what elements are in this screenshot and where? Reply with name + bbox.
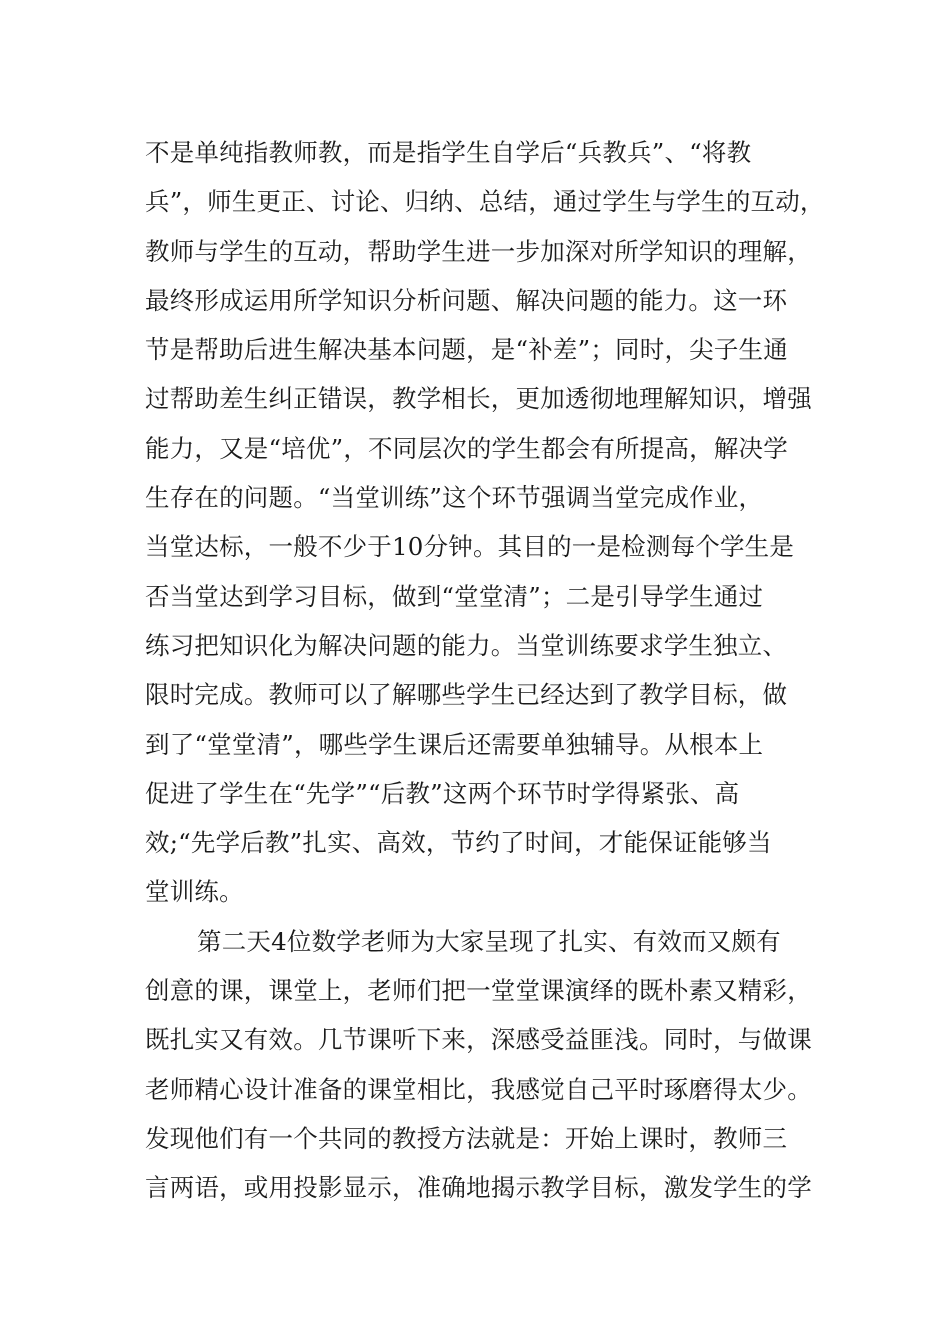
paragraph-line: 到了“堂堂清”，哪些学生课后还需要单独辅导。从根本上: [145, 729, 764, 759]
paragraph-line: 能力，又是“培优”，不同层次的学生都会有所提高，解决学: [145, 433, 788, 463]
paragraph-line: 效;“先学后教”扎实、高效，节约了时间，才能保证能够当: [145, 828, 772, 858]
paragraph-line: 兵”，师生更正、讨论、归纳、总结，通过学生与学生的互动，: [145, 187, 825, 217]
paragraph-line: 教师与学生的互动，帮助学生进一步加深对所学知识的理解，: [145, 236, 812, 266]
paragraph-line: 练习把知识化为解决问题的能力。当堂训练要求学生独立、: [145, 630, 788, 660]
body-text: [145, 128, 835, 1213]
paragraph-line: 言两语，或用投影显示，准确地揭示教学目标，激发学生的学: [145, 1173, 812, 1203]
paragraph-line: 老师精心设计准备的课堂相比，我感觉自己平时琢磨得太少。: [145, 1074, 812, 1104]
paragraph-line: 促进了学生在“先学”“后教”这两个环节时学得紧张、高: [145, 778, 740, 808]
paragraph-line: 创意的课，课堂上，老师们把一堂堂课演绎的既朴素又精彩，: [145, 976, 812, 1006]
paragraph-line: 节是帮助后进生解决基本问题，是“补差”；同时，尖子生通: [145, 335, 788, 365]
paragraph-line: 限时完成。教师可以了解哪些学生已经达到了教学目标，做: [145, 680, 788, 710]
paragraph-line: 既扎实又有效。几节课听下来，深感受益匪浅。同时，与做课: [145, 1025, 812, 1055]
paragraph-line: 不是单纯指教师教，而是指学生自学后“兵教兵”、“将教: [145, 138, 752, 167]
paragraph-line: 最终形成运用所学知识分析问题、解决问题的能力。这一环: [145, 285, 788, 315]
paragraph-line: 否当堂达到学习目标，做到“堂堂清”；二是引导学生通过: [145, 581, 764, 611]
paragraph-line: 当堂达标，一般不少于10分钟。其目的一是检测每个学生是: [145, 532, 795, 562]
paragraph-line: 过帮助差生纠正错误，教学相长，更加透彻地理解知识，增强: [145, 384, 812, 414]
paragraph-line: 生存在的问题。“当堂训练”这个环节强调当堂完成作业，: [145, 483, 764, 513]
paragraph-line: 堂训练。: [145, 877, 244, 907]
paragraph-line: 发现他们有一个共同的教授方法就是：开始上课时，教师三: [145, 1123, 788, 1153]
paragraph-first-line: 第二天4位数学老师为大家呈现了扎实、有效而又颇有: [197, 926, 781, 956]
